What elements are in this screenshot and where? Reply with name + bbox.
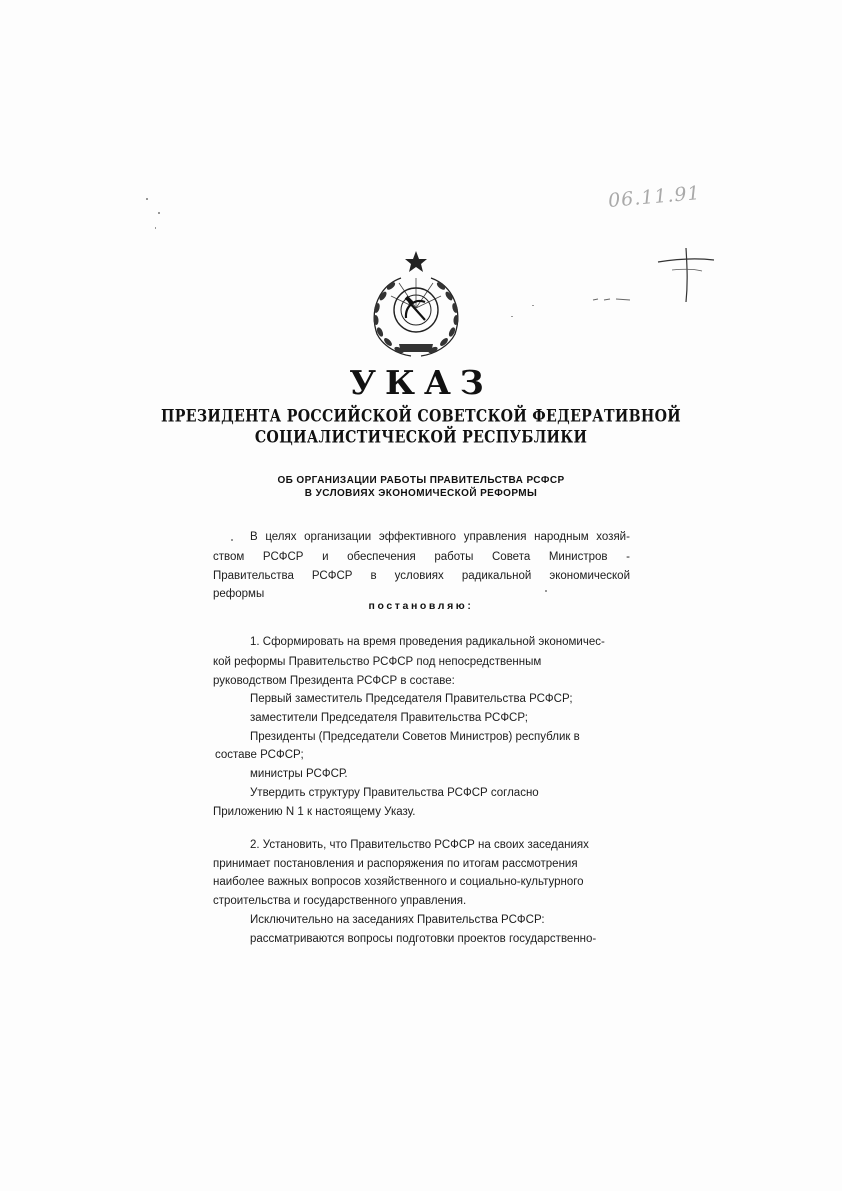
paragraph-1-line: Президенты (Председатели Советов Министров) республик в <box>250 731 580 743</box>
scan-speck <box>511 316 513 317</box>
paragraph-1-line: Приложению N 1 к настоящему Указу. <box>213 806 416 818</box>
issuer-line-2: СОЦИАЛИСТИЧЕСКОЙ РЕСПУБЛИКИ <box>254 428 588 448</box>
decree-heading-line-1: ОБ ОРГАНИЗАЦИИ РАБОТЫ ПРАВИТЕЛЬСТВА РСФСР <box>277 475 565 486</box>
paragraph-1-line: руководством Президента РСФСР в составе: <box>213 675 455 687</box>
paragraph-2-line: рассматриваются вопросы подготовки проектов государственно- <box>250 933 597 945</box>
paragraph-2-line: 2. Установить, что Правительство РСФСР на своих заседаниях <box>250 839 589 851</box>
decree-word: постановляю: <box>368 600 474 612</box>
decree-heading-line-2: В УСЛОВИЯХ ЭКОНОМИЧЕСКОЙ РЕФОРМЫ <box>304 488 538 499</box>
handwritten-dash-mark <box>590 293 650 305</box>
paragraph-1-line: министры РСФСР. <box>250 768 348 780</box>
paragraph-1-line: Первый заместитель Председателя Правительства РСФСР; <box>250 693 573 705</box>
handwritten-cross-mark <box>652 240 732 310</box>
scan-speck <box>545 590 547 592</box>
preamble-line: В целях организации эффективного управления народным хозяй- <box>250 531 630 543</box>
preamble-line: Правительства РСФСР в условиях радикальной экономической <box>213 570 630 582</box>
scan-speck <box>158 212 160 214</box>
paragraph-2-line: принимает постановления и распоряжения по итогам рассмотрения <box>213 858 578 870</box>
issuer-line-1: ПРЕЗИДЕНТА РОССИЙСКОЙ СОВЕТСКОЙ ФЕДЕРАТИВНОЙ <box>161 407 681 427</box>
preamble-line: ством РСФСР и обеспечения работы Совета Министров - <box>213 551 630 563</box>
paragraph-1-line: Утвердить структуру Правительства РСФСР согласно <box>250 787 539 799</box>
paragraph-1-line: кой реформы Правительство РСФСР под непосредственным <box>213 656 542 668</box>
paragraph-1-line: составе РСФСР; <box>215 749 304 761</box>
paragraph-2-line: наиболее важных вопросов хозяйственного и социально-культурного <box>213 876 584 888</box>
rsfsr-emblem-icon <box>361 248 471 360</box>
document-title: УКАЗ <box>349 363 493 402</box>
scan-speck <box>231 539 233 541</box>
scan-speck <box>155 227 156 229</box>
paragraph-1-line: 1. Сформировать на время проведения радикальной экономичес- <box>250 636 605 648</box>
scan-speck <box>532 305 534 306</box>
paragraph-1-line: заместители Председателя Правительства РСФСР; <box>250 712 528 724</box>
preamble-line: реформы <box>213 588 265 600</box>
scan-speck <box>146 198 148 200</box>
paragraph-2-line: Исключительно на заседаниях Правительства РСФСР: <box>250 914 545 926</box>
handwritten-date: 06.11.91 <box>607 182 702 212</box>
paragraph-2-line: строительства и государственного управления. <box>213 895 467 907</box>
